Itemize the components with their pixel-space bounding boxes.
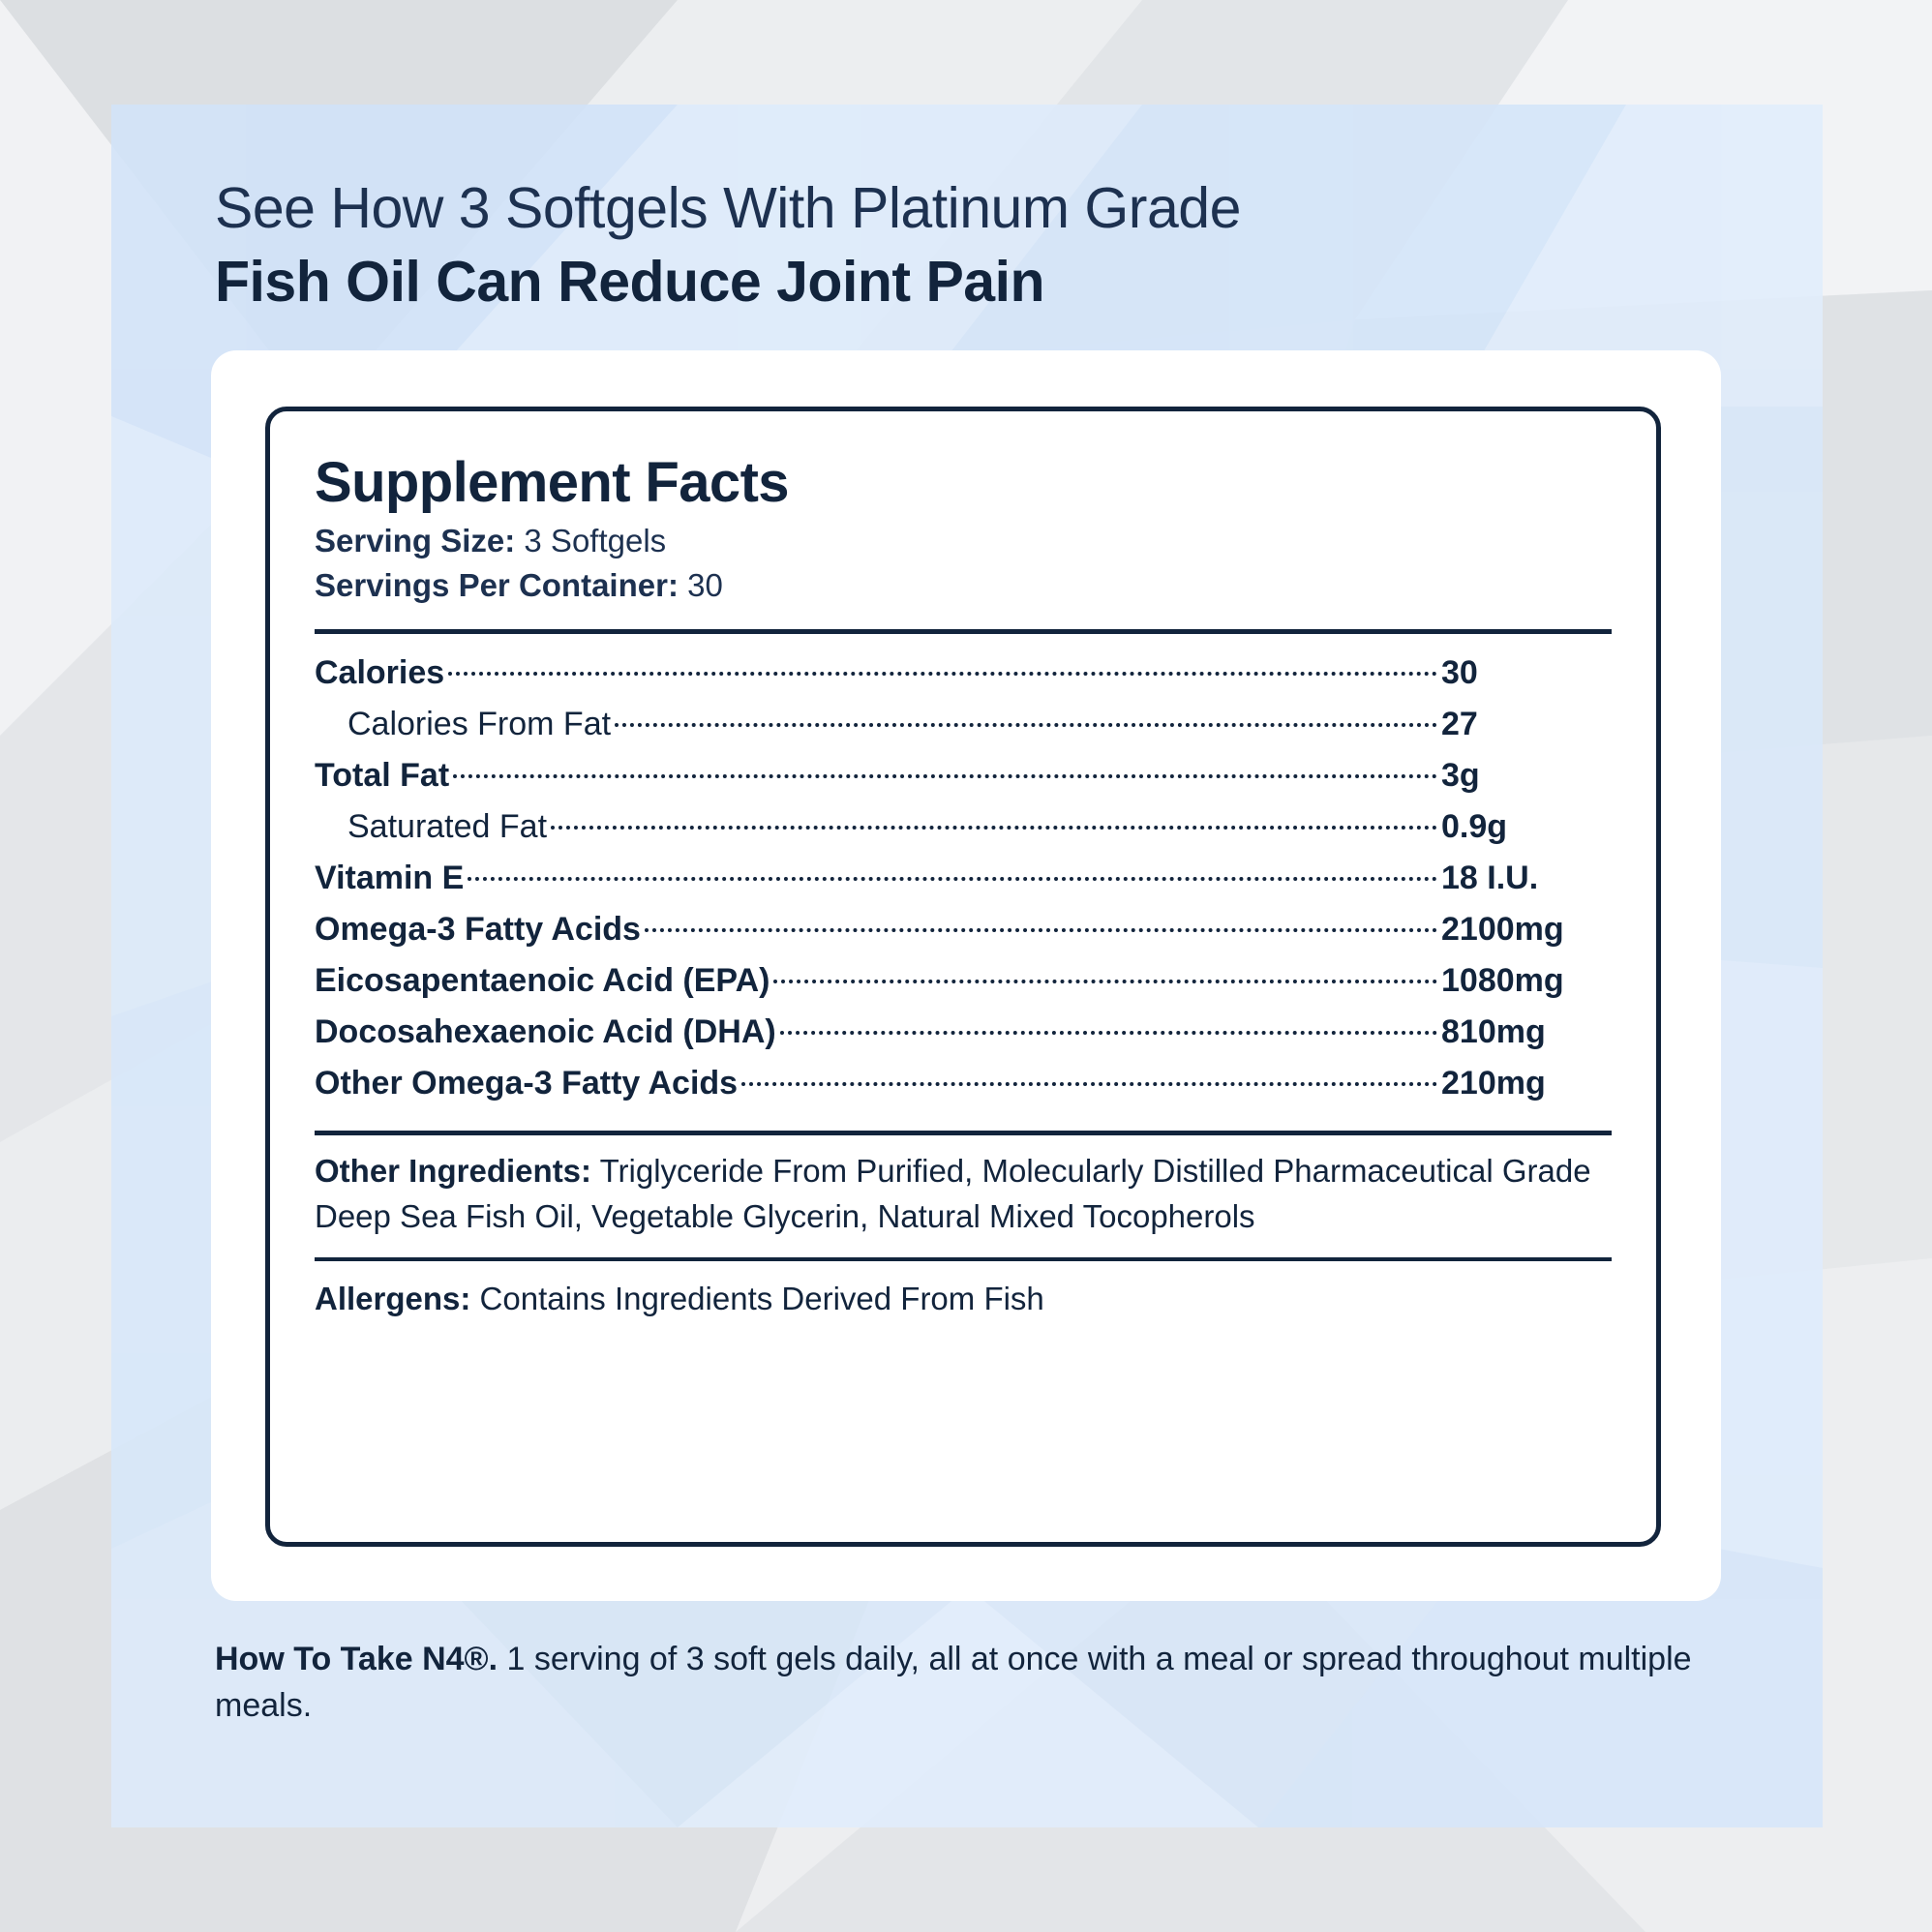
other-ingredients-text: Triglyceride From Purified, Molecularly Distilled Pharmaceutical Grade Deep Sea Fish Oil, Vegetable Glycerin, Natural Mixed Tocopherols (315, 1152, 1591, 1234)
how-to-take-text: 1 serving of 3 soft gels daily, all at once with a meal or spread throughout multiple meals. (215, 1641, 1692, 1725)
nutrient-value: 30 (1441, 653, 1478, 691)
serving-size-value: 3 Softgels (524, 522, 667, 558)
other-ingredients-label: Other Ingredients: (315, 1152, 592, 1189)
allergens-text: Contains Ingredients Derived From Fish (479, 1280, 1044, 1316)
nutrient-label: Other Omega-3 Fatty Acids (315, 1064, 739, 1102)
divider-top (315, 629, 1612, 634)
leader-dots (780, 1030, 1437, 1035)
nutrient-label: Total Fat (315, 756, 450, 794)
leader-dots (468, 876, 1437, 881)
page-title (215, 176, 1725, 316)
nutrient-value: 810mg (1441, 1012, 1546, 1050)
nutrient-value: 0.9g (1441, 807, 1508, 845)
how-to-take-note (215, 1636, 1706, 1730)
nutrient-label: Vitamin E (315, 859, 465, 896)
leader-dots (773, 979, 1437, 983)
allergens (315, 1277, 1612, 1322)
leader-dots (453, 773, 1437, 778)
nutrient-row (315, 853, 1612, 904)
divider-bottom (315, 1257, 1612, 1261)
leader-dots (448, 671, 1437, 676)
nutrient-label: Calories From Fat (347, 705, 612, 742)
supplement-facts-title: Supplement Facts (315, 451, 789, 514)
leader-dots (741, 1081, 1437, 1086)
headline-line-1: See How 3 Softgels With Platinum Grade (215, 176, 1241, 240)
servings-per-container-value: 30 (687, 567, 723, 604)
nutrient-row (315, 904, 1612, 955)
servings-per-container-line (315, 564, 1612, 608)
servings-per-container-label: Servings Per Container: (315, 567, 679, 604)
nutrient-value: 1080mg (1441, 961, 1564, 999)
how-to-take-label: How To Take N4®. (215, 1641, 498, 1677)
nutrient-value: 210mg (1441, 1064, 1546, 1102)
supplement-facts-panel (265, 407, 1661, 1547)
nutrient-label: Docosahexaenoic Acid (DHA) (315, 1012, 776, 1050)
leader-dots (615, 722, 1437, 727)
leader-dots (551, 825, 1437, 830)
nutrient-row (315, 750, 1612, 801)
other-ingredients (315, 1149, 1612, 1240)
nutrient-table (315, 648, 1612, 1109)
nutrient-row (315, 955, 1612, 1007)
nutrient-value: 27 (1441, 705, 1478, 742)
nutrient-row (315, 1058, 1612, 1109)
divider-middle (315, 1131, 1612, 1135)
nutrient-row (315, 801, 1612, 853)
nutrient-row (315, 699, 1612, 750)
leader-dots (645, 927, 1437, 932)
nutrient-label: Eicosapentaenoic Acid (EPA) (315, 961, 770, 999)
headline-line-2: Fish Oil Can Reduce Joint Pain (215, 250, 1045, 315)
nutrient-row (315, 1007, 1612, 1058)
nutrient-value: 3g (1441, 756, 1480, 794)
nutrient-row (315, 648, 1612, 699)
nutrient-value: 2100mg (1441, 910, 1564, 948)
serving-size-label: Serving Size: (315, 522, 516, 558)
nutrient-value: 18 I.U. (1441, 859, 1539, 896)
serving-size-line (315, 520, 1612, 563)
allergens-label: Allergens: (315, 1280, 471, 1316)
nutrient-label: Omega-3 Fatty Acids (315, 910, 641, 948)
nutrient-label: Saturated Fat (347, 807, 548, 845)
nutrient-label: Calories (315, 653, 445, 691)
